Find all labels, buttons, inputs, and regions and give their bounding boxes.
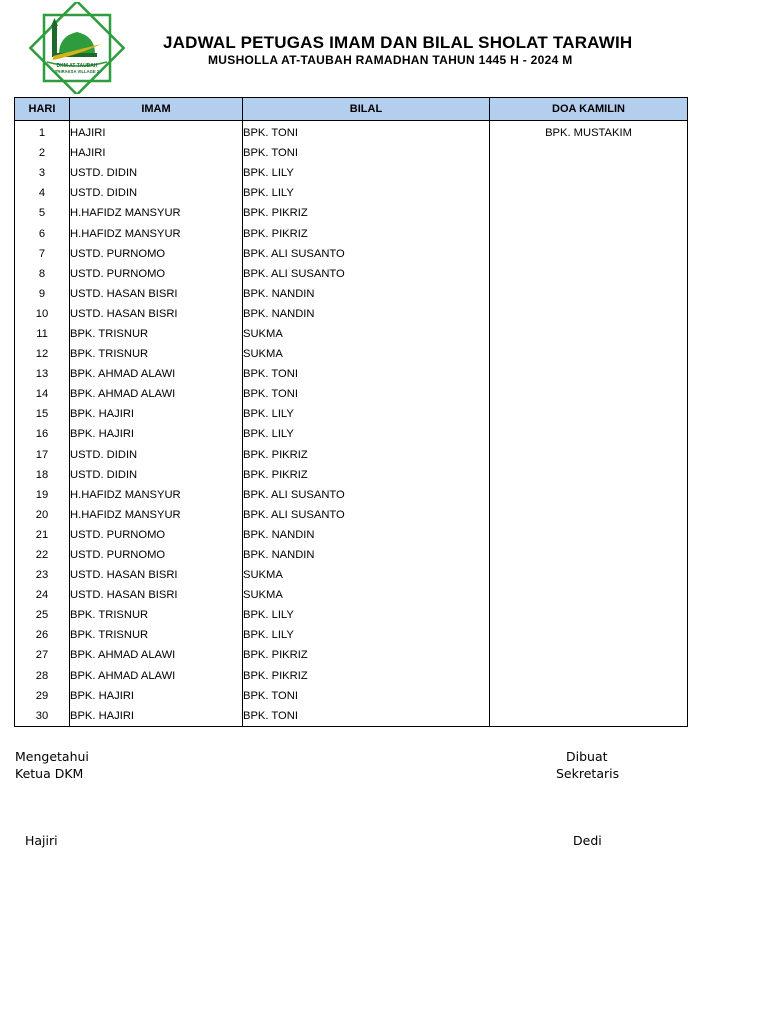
cell-doa-kamilin xyxy=(490,424,688,444)
cell-hari: 7 xyxy=(15,244,70,264)
cell-doa-kamilin xyxy=(490,525,688,545)
cell-hari: 23 xyxy=(15,565,70,585)
cell-hari: 2 xyxy=(15,143,70,163)
cell-hari: 9 xyxy=(15,284,70,304)
table-row xyxy=(15,505,688,525)
cell-doa-kamilin xyxy=(490,706,688,727)
table-row xyxy=(15,545,688,565)
signature-right-role: Sekretaris xyxy=(556,766,620,781)
cell-doa-kamilin xyxy=(490,344,688,364)
cell-imam: USTD. HASAN BISRI xyxy=(70,585,243,605)
cell-bilal: SUKMA xyxy=(243,585,490,605)
cell-doa-kamilin xyxy=(490,505,688,525)
cell-bilal: BPK. ALI SUSANTO xyxy=(243,485,490,505)
cell-doa-kamilin xyxy=(490,666,688,686)
cell-bilal: BPK. ALI SUSANTO xyxy=(243,264,490,284)
cell-doa-kamilin xyxy=(490,244,688,264)
table-row xyxy=(15,264,688,284)
table-row xyxy=(15,163,688,183)
cell-bilal: BPK. TONI xyxy=(243,384,490,404)
cell-bilal: BPK. NANDIN xyxy=(243,304,490,324)
cell-bilal: SUKMA xyxy=(243,324,490,344)
cell-imam: BPK. TRISNUR xyxy=(70,344,243,364)
cell-bilal: BPK. LILY xyxy=(243,183,490,203)
cell-bilal: BPK. LILY xyxy=(243,625,490,645)
cell-bilal: BPK. PIKRIZ xyxy=(243,465,490,485)
cell-doa-kamilin xyxy=(490,264,688,284)
cell-imam: H.HAFIDZ MANSYUR xyxy=(70,223,243,243)
logo-text-line2: TRIRAKSA VILLAGE 2 xyxy=(54,69,100,74)
dkm-logo xyxy=(12,2,142,94)
cell-hari: 13 xyxy=(15,364,70,384)
table-row xyxy=(15,143,688,163)
table-row xyxy=(15,686,688,706)
cell-imam: H.HAFIDZ MANSYUR xyxy=(70,485,243,505)
cell-hari: 30 xyxy=(15,706,70,727)
cell-bilal: BPK. PIKRIZ xyxy=(243,645,490,665)
cell-bilal: BPK. NANDIN xyxy=(243,545,490,565)
page-title: JADWAL PETUGAS IMAM DAN BILAL SHOLAT TARAWIH xyxy=(163,33,633,52)
table-row xyxy=(15,585,688,605)
cell-imam: BPK. AHMAD ALAWI xyxy=(70,364,243,384)
cell-doa-kamilin xyxy=(490,445,688,465)
table-row xyxy=(15,666,688,686)
cell-bilal: SUKMA xyxy=(243,344,490,364)
table-row xyxy=(15,244,688,264)
signature-right-name: Dedi xyxy=(573,833,602,848)
cell-imam: BPK. TRISNUR xyxy=(70,605,243,625)
cell-hari: 29 xyxy=(15,686,70,706)
page-subtitle: MUSHOLLA AT-TAUBAH RAMADHAN TAHUN 1445 H - 2024 M xyxy=(208,53,573,67)
table-row xyxy=(15,203,688,223)
cell-hari: 14 xyxy=(15,384,70,404)
cell-imam: HAJIRI xyxy=(70,143,243,163)
cell-imam: H.HAFIDZ MANSYUR xyxy=(70,505,243,525)
cell-imam: USTD. HASAN BISRI xyxy=(70,304,243,324)
cell-hari: 12 xyxy=(15,344,70,364)
cell-doa-kamilin xyxy=(490,384,688,404)
table-row xyxy=(15,121,688,144)
logo-text-line1: DKM AT-TAUBAH xyxy=(56,63,98,69)
table-row xyxy=(15,645,688,665)
cell-bilal: BPK. PIKRIZ xyxy=(243,445,490,465)
table-row xyxy=(15,565,688,585)
cell-hari: 17 xyxy=(15,445,70,465)
cell-hari: 4 xyxy=(15,183,70,203)
cell-bilal: BPK. PIKRIZ xyxy=(243,666,490,686)
cell-bilal: BPK. NANDIN xyxy=(243,525,490,545)
cell-doa-kamilin: BPK. MUSTAKIM xyxy=(490,121,688,144)
cell-hari: 8 xyxy=(15,264,70,284)
table-row xyxy=(15,284,688,304)
cell-bilal: BPK. LILY xyxy=(243,424,490,444)
cell-doa-kamilin xyxy=(490,324,688,344)
table-row xyxy=(15,364,688,384)
cell-hari: 18 xyxy=(15,465,70,485)
cell-doa-kamilin xyxy=(490,605,688,625)
cell-doa-kamilin xyxy=(490,223,688,243)
cell-hari: 10 xyxy=(15,304,70,324)
cell-bilal: BPK. TONI xyxy=(243,706,490,727)
cell-imam: USTD. DIDIN xyxy=(70,183,243,203)
signature-left-name: Hajiri xyxy=(25,833,58,848)
table-row xyxy=(15,525,688,545)
cell-bilal: BPK. LILY xyxy=(243,404,490,424)
cell-imam: USTD. HASAN BISRI xyxy=(70,284,243,304)
cell-imam: USTD. PURNOMO xyxy=(70,264,243,284)
cell-doa-kamilin xyxy=(490,545,688,565)
cell-doa-kamilin xyxy=(490,585,688,605)
cell-hari: 21 xyxy=(15,525,70,545)
cell-hari: 25 xyxy=(15,605,70,625)
cell-doa-kamilin xyxy=(490,404,688,424)
cell-hari: 5 xyxy=(15,203,70,223)
cell-bilal: BPK. TONI xyxy=(243,143,490,163)
cell-doa-kamilin xyxy=(490,364,688,384)
cell-imam: BPK. HAJIRI xyxy=(70,686,243,706)
cell-bilal: SUKMA xyxy=(243,565,490,585)
signature-left-caption: Mengetahui xyxy=(15,749,89,764)
cell-bilal: BPK. TONI xyxy=(243,364,490,384)
table-row xyxy=(15,706,688,727)
cell-bilal: BPK. LILY xyxy=(243,605,490,625)
table-row xyxy=(15,605,688,625)
cell-imam: BPK. HAJIRI xyxy=(70,424,243,444)
signature-right-caption: Dibuat xyxy=(566,749,608,764)
cell-hari: 22 xyxy=(15,545,70,565)
cell-imam: USTD. DIDIN xyxy=(70,465,243,485)
cell-doa-kamilin xyxy=(490,304,688,324)
table-row xyxy=(15,625,688,645)
cell-bilal: BPK. PIKRIZ xyxy=(243,223,490,243)
cell-imam: USTD. DIDIN xyxy=(70,445,243,465)
cell-bilal: BPK. TONI xyxy=(243,121,490,144)
cell-hari: 20 xyxy=(15,505,70,525)
signature-left-role: Ketua DKM xyxy=(15,766,84,781)
cell-doa-kamilin xyxy=(490,485,688,505)
cell-imam: H.HAFIDZ MANSYUR xyxy=(70,203,243,223)
cell-imam: BPK. HAJIRI xyxy=(70,706,243,727)
column-header-imam: IMAM xyxy=(70,98,243,121)
cell-doa-kamilin xyxy=(490,686,688,706)
cell-hari: 3 xyxy=(15,163,70,183)
cell-doa-kamilin xyxy=(490,284,688,304)
cell-doa-kamilin xyxy=(490,163,688,183)
table-row xyxy=(15,384,688,404)
table-row xyxy=(15,344,688,364)
cell-doa-kamilin xyxy=(490,465,688,485)
cell-bilal: BPK. NANDIN xyxy=(243,284,490,304)
table-row xyxy=(15,445,688,465)
cell-hari: 26 xyxy=(15,625,70,645)
cell-bilal: BPK. ALI SUSANTO xyxy=(243,505,490,525)
schedule-table xyxy=(14,97,688,727)
table-header-row xyxy=(15,98,688,121)
cell-imam: USTD. HASAN BISRI xyxy=(70,565,243,585)
table-row xyxy=(15,183,688,203)
cell-hari: 1 xyxy=(15,121,70,144)
cell-hari: 11 xyxy=(15,324,70,344)
cell-imam: BPK. HAJIRI xyxy=(70,404,243,424)
cell-bilal: BPK. ALI SUSANTO xyxy=(243,244,490,264)
cell-imam: BPK. AHMAD ALAWI xyxy=(70,384,243,404)
cell-imam: USTD. PURNOMO xyxy=(70,525,243,545)
cell-bilal: BPK. TONI xyxy=(243,686,490,706)
cell-imam: BPK. AHMAD ALAWI xyxy=(70,645,243,665)
table-row xyxy=(15,324,688,344)
cell-imam: USTD. PURNOMO xyxy=(70,545,243,565)
table-row xyxy=(15,223,688,243)
column-header-bilal: BILAL xyxy=(243,98,490,121)
column-header-hari: HARI xyxy=(15,98,70,121)
cell-doa-kamilin xyxy=(490,143,688,163)
table-row xyxy=(15,404,688,424)
cell-doa-kamilin xyxy=(490,183,688,203)
cell-hari: 27 xyxy=(15,645,70,665)
cell-hari: 16 xyxy=(15,424,70,444)
cell-hari: 19 xyxy=(15,485,70,505)
column-header-doa-kamilin: DOA KAMILIN xyxy=(490,98,688,121)
cell-hari: 6 xyxy=(15,223,70,243)
cell-doa-kamilin xyxy=(490,565,688,585)
cell-hari: 24 xyxy=(15,585,70,605)
cell-imam: USTD. PURNOMO xyxy=(70,244,243,264)
cell-imam: BPK. AHMAD ALAWI xyxy=(70,666,243,686)
cell-doa-kamilin xyxy=(490,203,688,223)
cell-doa-kamilin xyxy=(490,645,688,665)
cell-imam: BPK. TRISNUR xyxy=(70,324,243,344)
cell-doa-kamilin xyxy=(490,625,688,645)
cell-bilal: BPK. LILY xyxy=(243,163,490,183)
table-row xyxy=(15,304,688,324)
cell-imam: USTD. DIDIN xyxy=(70,163,243,183)
cell-hari: 15 xyxy=(15,404,70,424)
cell-imam: BPK. TRISNUR xyxy=(70,625,243,645)
cell-bilal: BPK. PIKRIZ xyxy=(243,203,490,223)
table-row xyxy=(15,485,688,505)
table-row xyxy=(15,424,688,444)
cell-hari: 28 xyxy=(15,666,70,686)
cell-imam: HAJIRI xyxy=(70,121,243,144)
table-row xyxy=(15,465,688,485)
